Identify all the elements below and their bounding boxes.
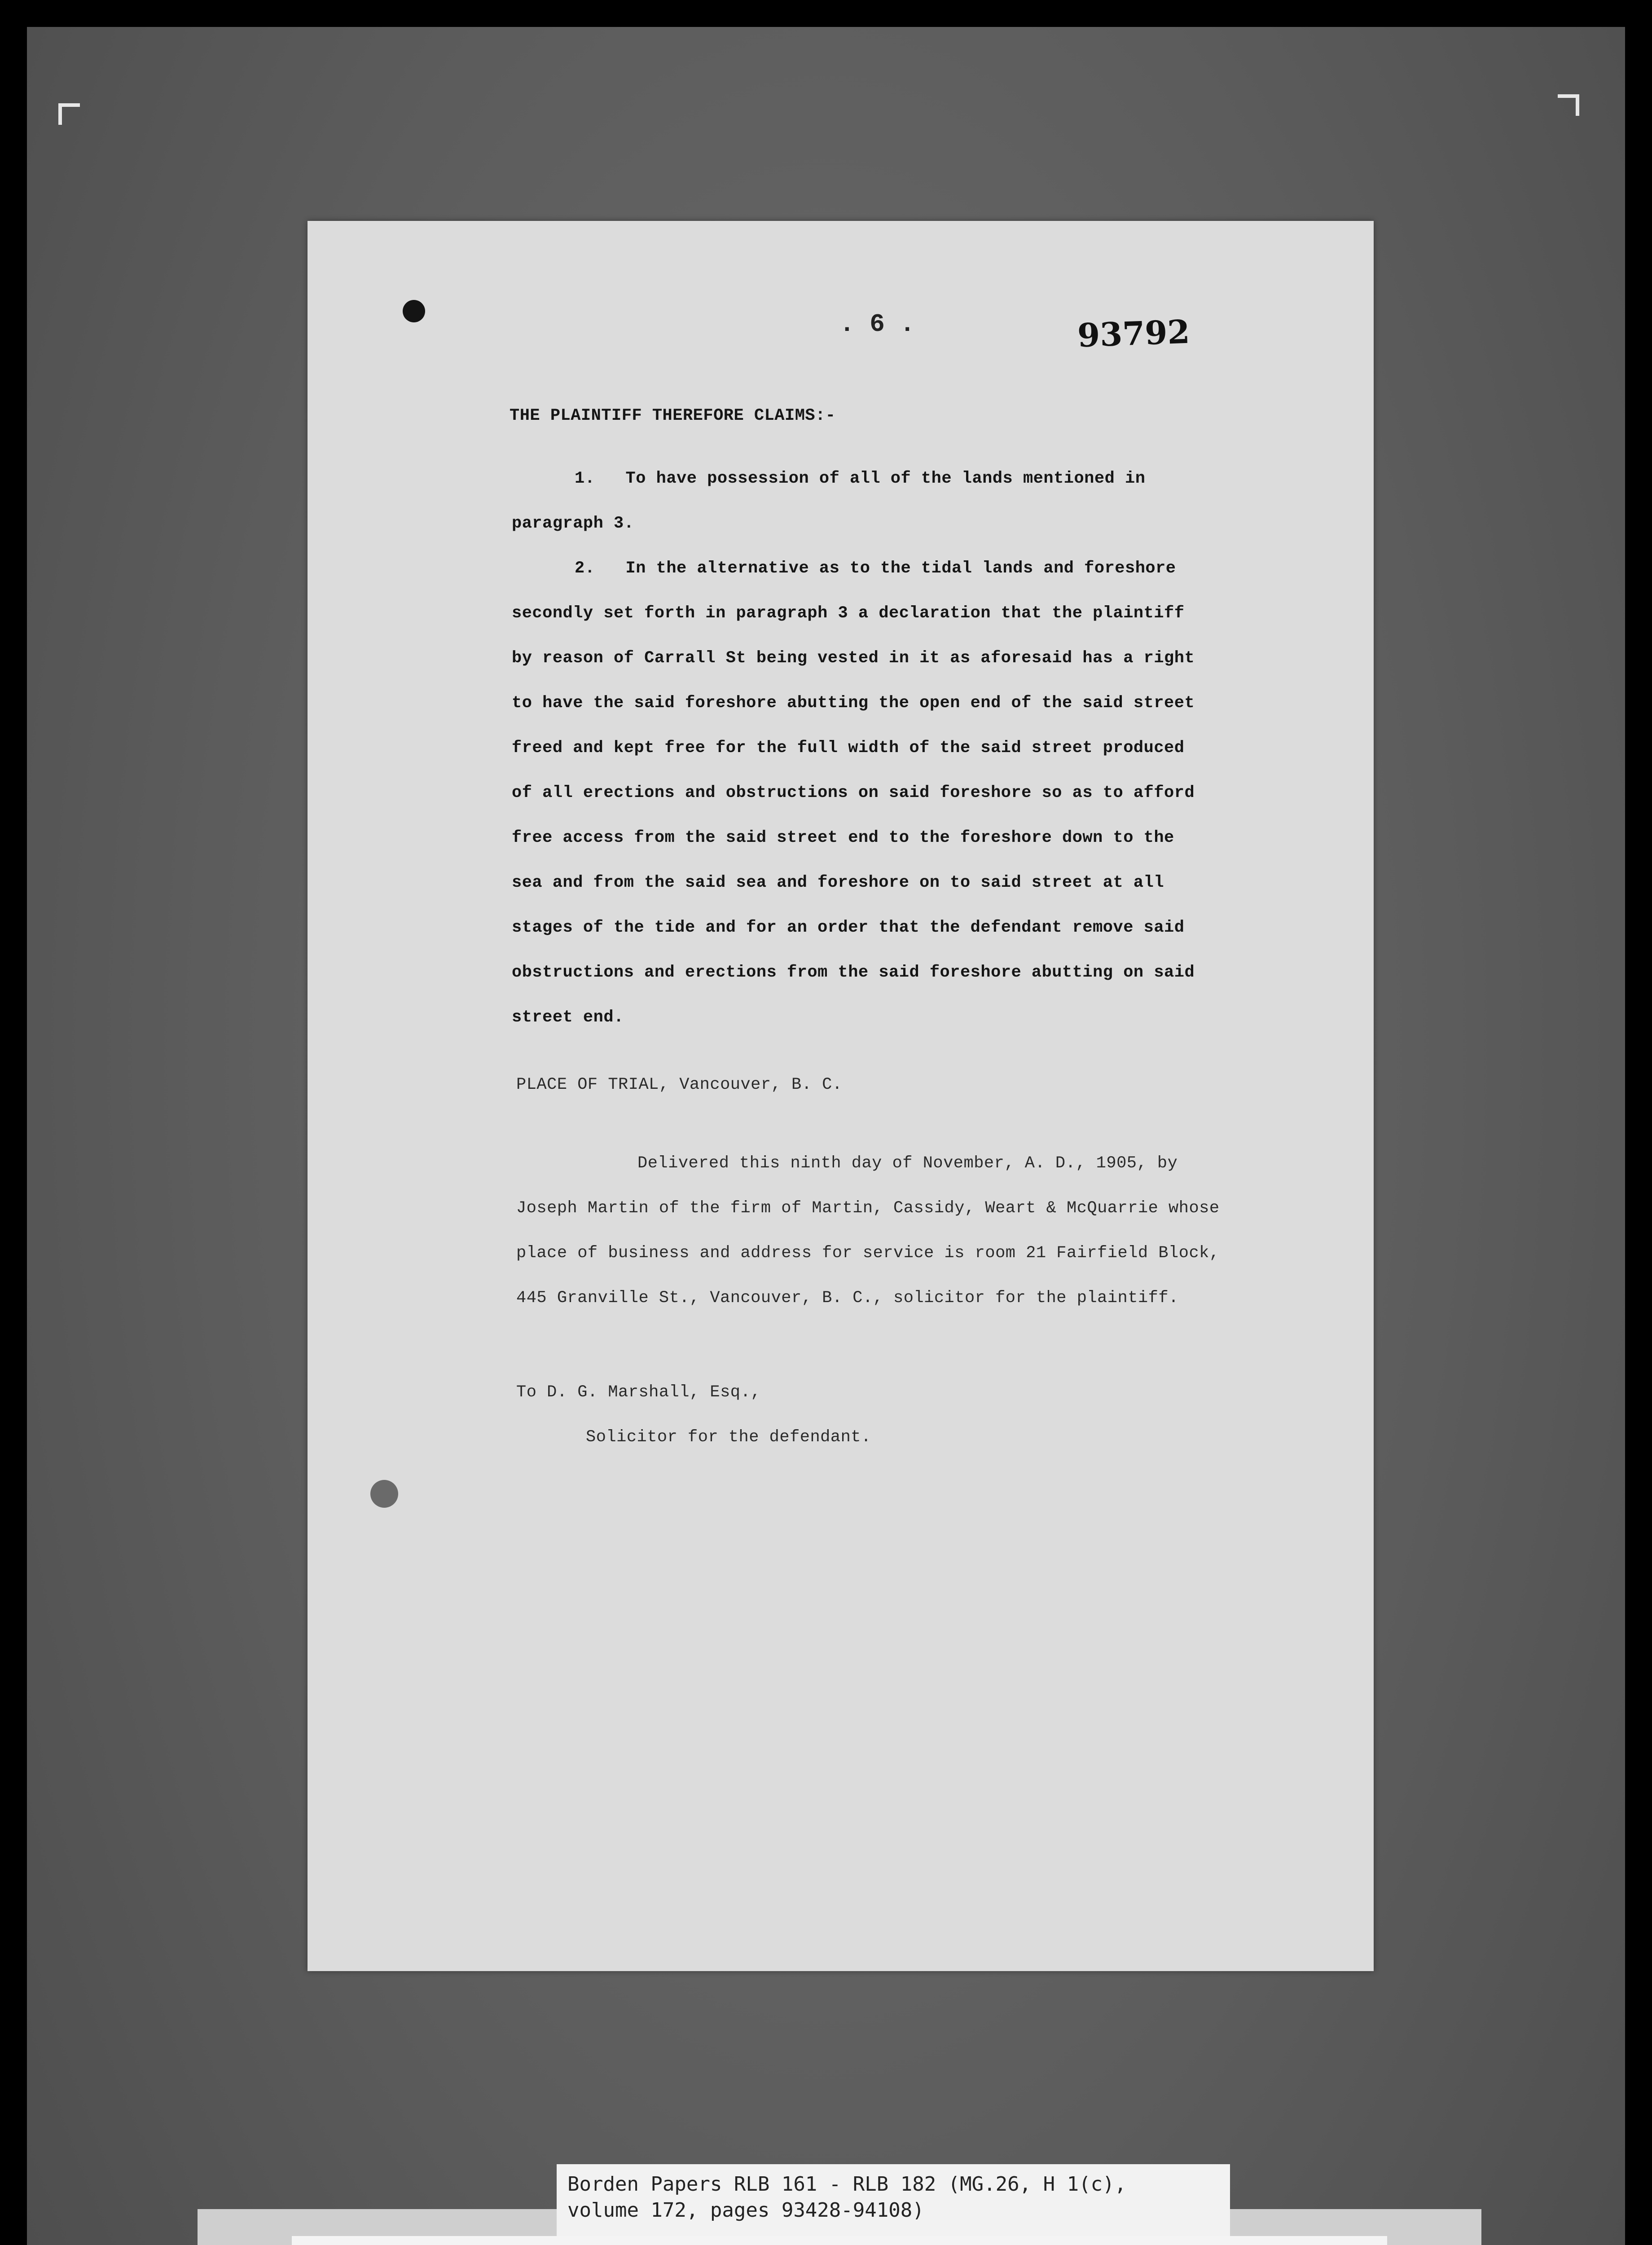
crop-mark-top-left (58, 103, 80, 125)
claim-line: to have the said foreshore abutting the open end of the said street (512, 694, 1195, 713)
addressee: To D. G. Marshall, Esq., (516, 1383, 761, 1402)
claim-line: of all erections and obstructions on said foreshore so as to afford (512, 784, 1195, 802)
claim-line: by reason of Carrall St being vested in it as aforesaid has a right (512, 649, 1195, 668)
punch-hole-bottom (370, 1480, 398, 1508)
delivery-line: place of business and address for service is room 21 Fairfield Block, (516, 1244, 1220, 1263)
delivery-line: 445 Granville St., Vancouver, B. C., solicitor for the plaintiff. (516, 1289, 1179, 1307)
claim-line: secondly set forth in paragraph 3 a declaration that the plaintiff (512, 604, 1185, 623)
reference-note-line: Borden Papers RLB 161 - RLB 182 (MG.26, H 1(c), (567, 2173, 1127, 2196)
claim-line: freed and kept free for the full width of the said street produced (512, 739, 1185, 757)
page-number: . 6 . (839, 310, 915, 339)
folio-number: 93792 (1076, 312, 1191, 355)
claim-line: street end. (512, 1008, 624, 1027)
claim-line: free access from the said street end to the foreshore down to the (512, 828, 1174, 847)
claim-line: obstructions and erections from the said foreshore abutting on said (512, 963, 1195, 982)
delivery-line: Joseph Martin of the firm of Martin, Cassidy, Weart & McQuarrie whose (516, 1199, 1220, 1218)
crop-mark-top-right (1558, 94, 1579, 116)
claim-line: sea and from the said sea and foreshore on to said street at all (512, 873, 1164, 892)
place-of-trial: PLACE OF TRIAL, Vancouver, B. C. (516, 1075, 843, 1094)
delivery-line: Delivered this ninth day of November, A. D., 1905, by (637, 1154, 1178, 1173)
claim-line: 1. To have possession of all of the lands mentioned in (575, 469, 1146, 488)
claims-heading: THE PLAINTIFF THEREFORE CLAIMS:- (510, 406, 836, 425)
claim-line: 2. In the alternative as to the tidal lands and foreshore (575, 559, 1176, 578)
addressee-role: Solicitor for the defendant. (586, 1428, 871, 1447)
reference-note-line: volume 172, pages 93428-94108) (567, 2199, 924, 2222)
claim-line: stages of the tide and for an order that the defendant remove said (512, 918, 1185, 937)
claim-line: paragraph 3. (512, 514, 634, 533)
archive-stamp-card (292, 2236, 1387, 2245)
reference-note (557, 2164, 1230, 2236)
punch-hole-top (403, 300, 425, 322)
